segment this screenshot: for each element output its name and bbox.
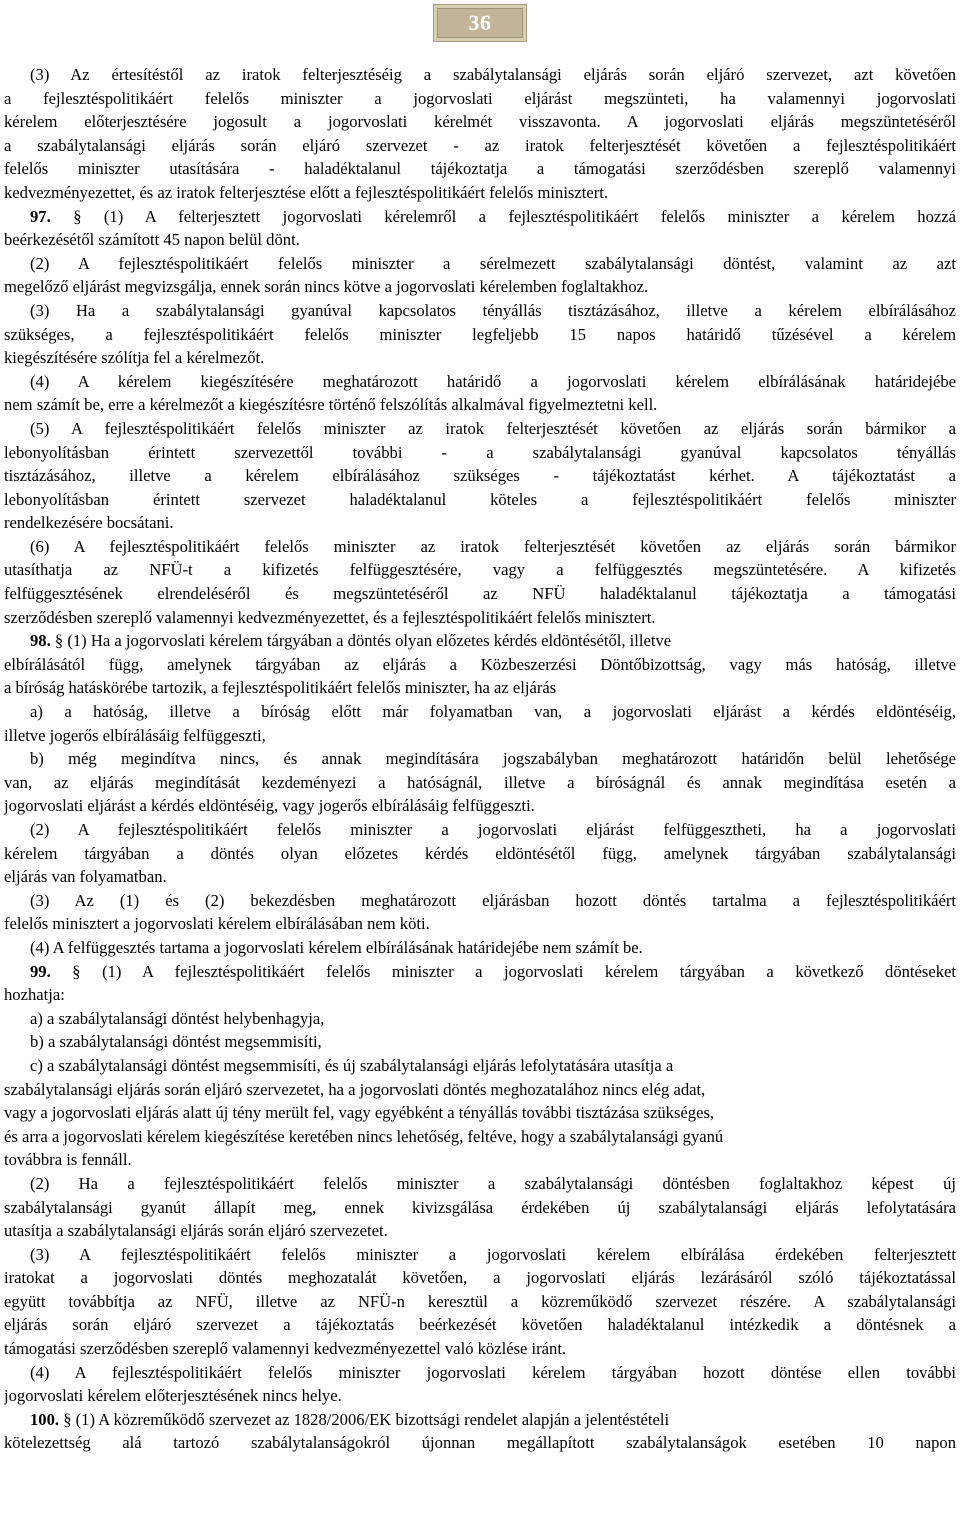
line-text: eljárás van folyamatban. <box>4 867 167 887</box>
text-line <box>4 771 956 795</box>
text-line <box>4 653 956 677</box>
line-text: (4) A kérelem kiegészítésére meghatározott határidő a jogorvoslati kérelem elbírálásának határidejébe <box>30 371 956 391</box>
section-number: 99. <box>30 961 51 981</box>
line-text: (2) A fejlesztéspolitikáért felelős miniszter a jogorvoslati eljárást felfüggesztheti, ha a jogorvoslati <box>30 820 956 839</box>
page-number: 36 <box>468 10 492 35</box>
page-number-badge <box>433 4 527 42</box>
text-line <box>4 393 956 417</box>
line-text: illetve jogerős elbírálásáig felfüggeszti, <box>4 725 266 745</box>
section-number: 97. <box>30 206 51 226</box>
text-line <box>4 1313 956 1337</box>
text-line <box>4 912 956 936</box>
text-line <box>4 1290 956 1314</box>
text-line <box>4 299 956 323</box>
line-text: (4) A fejlesztéspolitikáért felelős miniszter jogorvoslati kérelem tárgyában hozott döntése ellen további <box>30 1362 956 1382</box>
line-text: eljárás során eljáró szervezet a tájékoztatás beérkezését követően haladéktalanul intézkedik a döntésnek a <box>4 1315 956 1335</box>
line-text: elbírálásától függ, amelynek tárgyában az eljárás a Közbeszerzési Döntőbizottság, vagy más hatóság, illetve <box>4 654 956 674</box>
text-line <box>4 1408 956 1432</box>
line-text: b) a szabálytalansági döntést megsemmisíti, <box>30 1032 322 1052</box>
line-text: § (1) A közreműködő szervezet az 1828/2006/EK bizottsági rendelet alapján a jelentéstételi <box>63 1409 670 1429</box>
text-line <box>4 181 956 205</box>
text-line <box>4 417 956 441</box>
text-line <box>4 1007 956 1031</box>
section-number: 98. <box>30 631 51 651</box>
text-line <box>4 558 956 582</box>
line-text: és arra a jogorvoslati kérelem kiegészítése keretében nincs lehetőség, feltéve, hogy a szabálytalansági gyanú <box>4 1126 724 1146</box>
text-line <box>4 1219 956 1243</box>
line-text: támogatási szerződésben szereplő valamennyi kedvezményezettel való közlése iránt. <box>4 1339 567 1359</box>
line-text: (3) Az (1) és (2) bekezdésben meghatározott eljárásban hozott döntés tartalma a fejlesztéspolitikáért <box>30 890 956 910</box>
line-text: felfüggesztésének elrendeléséről és megszüntetéséről az NFÜ haladéktalanul tájékoztatja a támogatási <box>4 584 956 604</box>
line-text: a bíróság hatáskörébe tartozik, a fejlesztéspolitikáért felelős miniszter, ha az eljárás <box>4 678 557 698</box>
text-line <box>4 700 956 724</box>
text-line <box>4 1266 956 1290</box>
text-line <box>4 346 956 370</box>
text-line <box>4 63 956 87</box>
line-text: továbbra is fennáll. <box>4 1150 132 1170</box>
text-line <box>4 87 956 111</box>
text-line <box>4 275 956 299</box>
line-text: a szabálytalansági eljárás során eljáró szervezet - az iratok felterjesztését követően a fejlesztéspolitikáért <box>4 135 956 155</box>
line-text: (6) A fejlesztéspolitikáért felelős miniszter az iratok felterjesztését követően az eljárás során bármikor <box>30 536 956 556</box>
section-number: 100. <box>30 1409 60 1429</box>
text-line <box>4 205 956 229</box>
text-line <box>4 960 956 984</box>
text-line <box>4 1125 956 1149</box>
text-line <box>4 794 956 818</box>
text-line <box>4 936 956 960</box>
text-line <box>4 724 956 748</box>
line-text: lebonyolításban érintett szervezettől további - a szabálytalansági gyanúval kapcsolatos tényállás <box>4 442 956 462</box>
text-line <box>4 889 956 913</box>
line-text: kérelem tárgyában a döntés olyan előzetes kérdés eldöntésétől függ, amelynek tárgyában szabálytalansági <box>4 843 956 863</box>
text-line <box>4 464 956 488</box>
line-text: c) a szabálytalansági döntést megsemmisíti, és új szabálytalansági eljárás lefolytatására utasítja a <box>30 1055 674 1075</box>
text-line <box>4 157 956 181</box>
text-line <box>4 1243 956 1267</box>
line-text: lebonyolításban érintett szervezet haladéktalanul köteles a fejlesztéspolitikáért felelős miniszter <box>4 489 956 509</box>
text-line <box>4 1054 956 1078</box>
text-line <box>4 323 956 347</box>
line-text: jogorvoslati kérelem előterjesztésének nincs helye. <box>4 1386 342 1406</box>
line-text: rendelkezésére bocsátani. <box>4 513 174 533</box>
line-text: (2) A fejlesztéspolitikáért felelős miniszter a sérelmezett szabálytalansági döntést, valamint az azt <box>30 253 956 273</box>
text-line <box>4 606 956 630</box>
text-line <box>4 370 956 394</box>
text-line <box>4 488 956 512</box>
line-text: (3) Ha a szabálytalansági gyanúval kapcsolatos tényállás tisztázásához, illetve a kérelem elbírálásához <box>30 300 956 320</box>
text-line <box>4 252 956 276</box>
line-text: kötelezettség alá tartozó szabálytalanságokról újonnan megállapított szabálytalanságok esetében 10 napon <box>4 1433 956 1453</box>
line-text: szükséges, a fejlesztéspolitikáért felelős miniszter legfeljebb 15 napos határidő tűzésével a kérelem <box>4 324 956 344</box>
line-text: kérelem előterjesztésére jogosult a jogorvoslati kérelmét visszavonta. A jogorvoslati eljárás megszüntetéséről <box>4 112 956 132</box>
line-text: § (1) A felterjesztett jogorvoslati kérelemről a fejlesztéspolitikáért felelős miniszter a kérelem hozzá <box>73 206 956 226</box>
line-text: (3) Az értesítéstől az iratok felterjesztéséig a szabálytalansági eljárás során eljáró szervezet, azt követően <box>30 65 956 84</box>
text-line <box>4 1196 956 1220</box>
text-line <box>4 134 956 158</box>
text-line <box>4 676 956 700</box>
text-line <box>4 1384 956 1408</box>
text-line <box>4 1361 956 1385</box>
text-line <box>4 535 956 559</box>
line-text: hozhatja: <box>4 985 65 1005</box>
line-text: megelőző eljárást megvizsgálja, ennek során nincs kötve a jogorvoslati kérelemben foglaltakhoz. <box>4 277 649 297</box>
line-text: (3) A fejlesztéspolitikáért felelős miniszter a jogorvoslati kérelem elbírálása érdekében felterjesztett <box>30 1244 956 1264</box>
line-text: beérkezésétől számított 45 napon belül dönt. <box>4 230 300 250</box>
text-line <box>4 1337 956 1361</box>
line-text: § (1) A fejlesztéspolitikáért felelős miniszter a jogorvoslati kérelem tárgyában a következő döntéseket <box>72 961 956 981</box>
line-text: együtt továbbítja az NFÜ, illetve az NFÜ-n keresztül a közreműködő szervezet részére. A szabálytalansági <box>4 1291 956 1311</box>
text-line <box>4 842 956 866</box>
text-line <box>4 629 956 653</box>
line-text: a) a hatóság, illetve a bíróság előtt már folyamatban van, a jogorvoslati eljárást a kérdés eldöntéséig, <box>30 702 956 722</box>
text-line <box>4 1431 956 1455</box>
line-text: kiegészítésére szólítja fel a kérelmezőt. <box>4 348 265 368</box>
line-text: iratokat a jogorvoslati döntés meghozatalát követően, a jogorvoslati eljárás lezárásáról szóló tájékoztatással <box>4 1268 956 1288</box>
line-text: kedvezményezettet, és az iratok felterjesztése előtt a fejlesztéspolitikáért felelős minisztert. <box>4 182 609 202</box>
line-text: (4) A felfüggesztés tartama a jogorvoslati kérelem elbírálásának határidejébe nem számít be. <box>30 937 643 957</box>
text-line <box>4 818 956 842</box>
line-text: jogorvoslati eljárást a kérdés eldöntéséig, vagy jogerős elbírálásáig felfüggeszti. <box>4 796 535 816</box>
text-line <box>4 582 956 606</box>
text-line <box>4 511 956 535</box>
line-text: utasítja a szabálytalansági eljárás során eljáró szervezetet. <box>4 1221 388 1241</box>
line-text: a fejlesztéspolitikáért felelős miniszter a jogorvoslati eljárást megszünteti, ha valamennyi jogorvoslati <box>4 88 956 108</box>
line-text: szabálytalansági eljárás során eljáró szervezetet, ha a jogorvoslati döntés meghozatalához nincs elég adat, <box>4 1079 706 1099</box>
line-text: b) még megindítva nincs, és annak megindítására jogszabályban meghatározott határidőn belül lehetősége <box>30 749 956 769</box>
document-body <box>4 63 956 1455</box>
line-text: tisztázásához, illetve a kérelem elbírálásához szükséges - tájékoztatást kérhet. A tájékoztatást a <box>4 466 956 486</box>
line-text: vagy a jogorvoslati eljárás alatt új tény merült fel, vagy egyébként a tényállás további tisztázása szükséges, <box>4 1103 715 1123</box>
line-text: szerződésben szereplő valamennyi kedvezményezettet, és a fejlesztéspolitikáért felelős minisztert. <box>4 607 656 627</box>
text-line <box>4 110 956 134</box>
text-line <box>4 1148 956 1172</box>
text-line <box>4 1078 956 1102</box>
text-line <box>4 228 956 252</box>
text-line <box>4 1101 956 1125</box>
line-text: utasíthatja az NFÜ-t a kifizetés felfüggesztésére, vagy a felfüggesztés megszüntetésére. A kifizetés <box>4 560 956 580</box>
text-line <box>4 1172 956 1196</box>
line-text: nem számít be, erre a kérelmezőt a kiegészítésre történő felszólítás alkalmával figyelmeztetni kell. <box>4 395 658 415</box>
text-line <box>4 441 956 465</box>
line-text: szabálytalansági gyanút állapít meg, ennek kivizsgálása érdekében új szabálytalansági eljárás lefolytatására <box>4 1197 956 1217</box>
text-line <box>4 1030 956 1054</box>
text-line <box>4 747 956 771</box>
line-text: felelős miniszter utasítására - haladéktalanul tájékoztatja a támogatási szerződésben szereplő valamennyi <box>4 159 956 179</box>
line-text: felelős minisztert a jogorvoslati kérelem elbírálásában nem köti. <box>4 914 430 934</box>
line-text: van, az eljárás megindítását kezdeményezi a hatóságnál, illetve a bíróságnál és annak megindítása esetén a <box>4 772 956 792</box>
text-line <box>4 983 956 1007</box>
text-line <box>4 865 956 889</box>
line-text: (2) Ha a fejlesztéspolitikáért felelős miniszter a szabálytalansági döntésben foglaltakhoz képest új <box>30 1173 956 1193</box>
line-text: § (1) Ha a jogorvoslati kérelem tárgyában a döntés olyan előzetes kérdés eldöntésétől, illetve <box>54 631 672 651</box>
line-text: (5) A fejlesztéspolitikáért felelős miniszter az iratok felterjesztését követően az eljárás során bármikor a <box>30 418 956 438</box>
line-text: a) a szabálytalansági döntést helybenhagyja, <box>30 1008 325 1028</box>
